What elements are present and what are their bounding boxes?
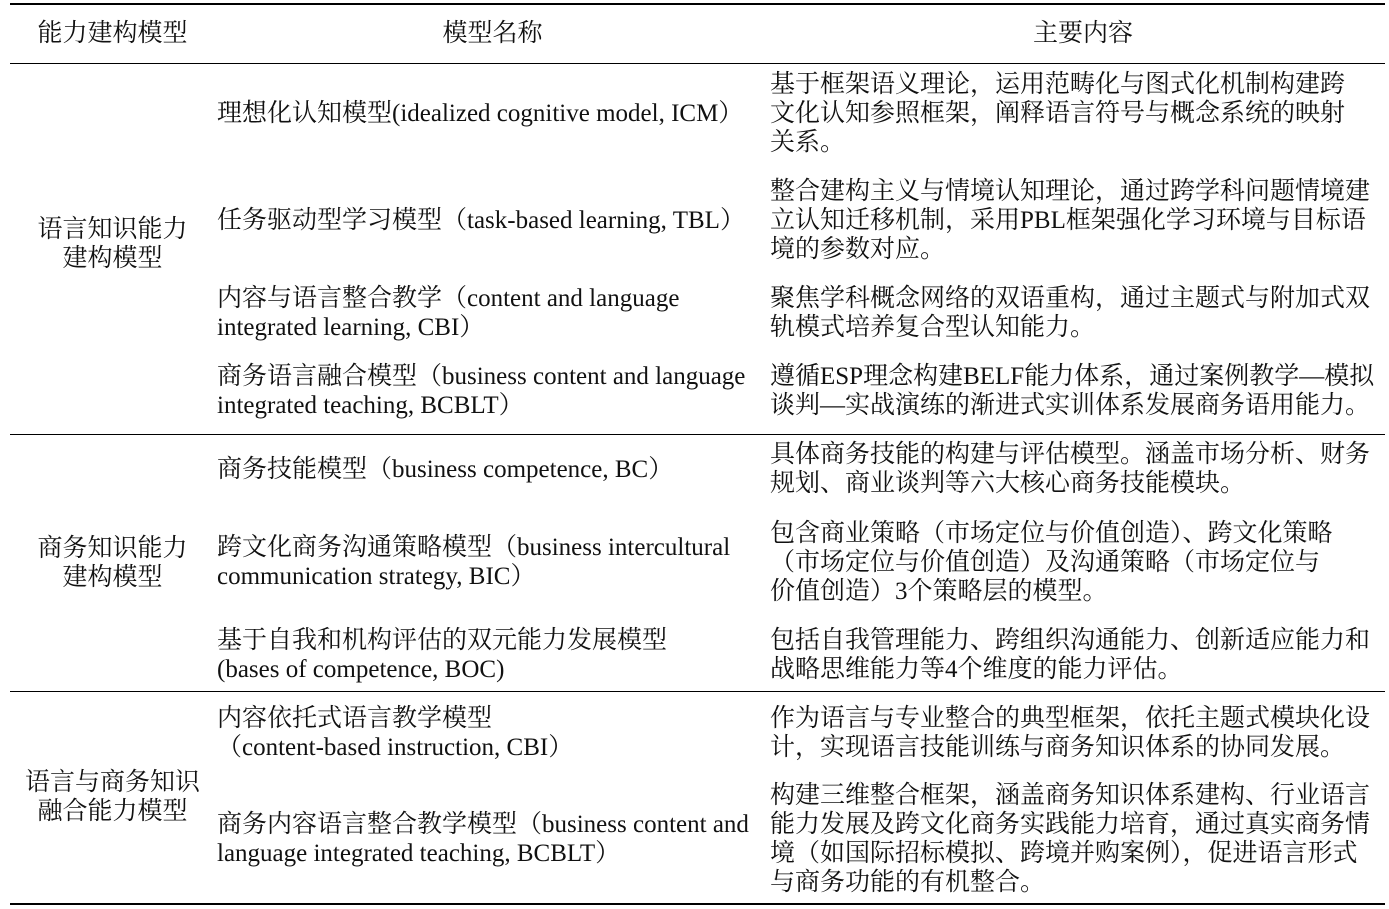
content-cell — [770, 163, 1385, 277]
model-name-line: integrated learning, CBI） — [217, 313, 485, 341]
content-line: 整合建构主义与情境认知理论，通过跨学科问题情境建 — [770, 177, 1371, 205]
content-line: 具体商务技能的构建与评估模型。涵盖市场分析、财务 — [770, 441, 1371, 469]
model-name-line: 跨文化商务沟通策略模型（business intercultural — [217, 534, 731, 561]
model-name-line: 基于自我和机构评估的双元能力发展模型 — [217, 627, 668, 655]
table-row — [10, 504, 1385, 620]
content-cell — [770, 348, 1385, 434]
model-name-cell — [215, 504, 770, 620]
model-name-line: language integrated teaching, BCBLT） — [217, 839, 621, 867]
content-line: 战略思维能力等4个维度的能力评估。 — [770, 656, 1183, 684]
content-line: 立认知迁移机制，采用PBL框架强化学习环境与目标语 — [770, 206, 1366, 234]
group-label-line: 商务知识能力 — [37, 534, 188, 562]
content-line: 境的参数对应。 — [770, 235, 946, 263]
content-cell — [770, 774, 1385, 904]
model-name-line: communication strategy, BIC） — [217, 563, 536, 590]
content-line: 谈判—实战演练的渐进式实训体系发展商务语用能力。 — [770, 391, 1371, 419]
content-line: 基于框架语义理论，运用范畴化与图式化机制构建跨 — [770, 70, 1346, 98]
model-name-line: （content-based instruction, CBI） — [217, 733, 574, 761]
group-label-line: 语言与商务知识 — [24, 769, 200, 797]
model-name-cell — [215, 774, 770, 904]
content-line: 规划、商业谈判等六大核心商务技能模块。 — [770, 470, 1246, 498]
content-line: 轨模式培养复合型认知能力。 — [770, 313, 1096, 341]
model-name-line: 商务语言融合模型（business content and language — [217, 362, 746, 390]
table-row — [10, 691, 1385, 774]
model-name-line: 内容依托式语言教学模型 — [217, 704, 493, 732]
content-line: 能力发展及跨文化商务实践能力培育，通过真实商务情 — [770, 810, 1371, 838]
content-line: 构建三维整合框架，涵盖商务知识体系建构、行业语言 — [770, 781, 1371, 809]
model-name-line: 商务技能模型（business competence, BC） — [217, 455, 674, 483]
content-line: 价值创造）3个策略层的模型。 — [770, 577, 1108, 605]
table-row — [10, 620, 1385, 691]
table-row — [10, 277, 1385, 348]
content-line: 包含商业策略（市场定位与价值创造）、跨文化策略 — [770, 519, 1333, 547]
header-main-content: 主要内容 — [770, 4, 1385, 63]
model-name-line: 商务内容语言整合教学模型（business content and — [217, 810, 749, 838]
model-name-line: (bases of competence, BOC) — [217, 656, 505, 684]
content-cell — [770, 63, 1385, 163]
group-label-cell — [10, 691, 215, 904]
model-name-cell — [215, 691, 770, 774]
table-row — [10, 434, 1385, 504]
model-name-line: 任务驱动型学习模型（task-based learning, TBL） — [217, 206, 745, 234]
group-label-cell — [10, 434, 215, 691]
model-name-cell — [215, 620, 770, 691]
content-cell — [770, 620, 1385, 691]
header-model-name: 模型名称 — [215, 4, 770, 63]
content-line: （市场定位与价值创造）及沟通策略（市场定位与 — [770, 548, 1321, 576]
content-cell — [770, 691, 1385, 774]
content-line: 作为语言与专业整合的典型框架，依托主题式模块化设 — [770, 704, 1371, 732]
header-category: 能力建构模型 — [10, 4, 215, 63]
model-name-line: 理想化认知模型(idealized cognitive model, ICM） — [217, 99, 744, 127]
content-cell — [770, 277, 1385, 348]
content-cell — [770, 434, 1385, 504]
content-line: 包括自我管理能力、跨组织沟通能力、创新适应能力和 — [770, 627, 1371, 655]
content-line: 境（如国际招标模拟、跨境并购案例），促进语言形式 — [770, 839, 1358, 867]
model-name-cell — [215, 63, 770, 163]
content-line: 关系。 — [770, 128, 846, 156]
model-name-cell — [215, 277, 770, 348]
content-line: 文化认知参照框架，阐释语言符号与概念系统的映射 — [770, 99, 1346, 127]
model-table — [10, 3, 1385, 905]
model-name-cell — [215, 163, 770, 277]
content-line: 聚焦学科概念网络的双语重构，通过主题式与附加式双 — [770, 284, 1371, 312]
content-line: 计，实现语言技能训练与商务知识体系的协同发展。 — [770, 733, 1346, 761]
group-label-line: 建构模型 — [62, 563, 163, 591]
group-label-line: 融合能力模型 — [37, 798, 188, 826]
table-row — [10, 774, 1385, 904]
model-name-line: integrated teaching, BCBLT） — [217, 391, 524, 419]
table-row — [10, 348, 1385, 434]
model-name-cell — [215, 348, 770, 434]
header-row — [10, 4, 1385, 63]
table-row — [10, 63, 1385, 163]
model-name-line: 内容与语言整合教学（content and language — [217, 284, 680, 312]
group-label-line: 语言知识能力 — [37, 216, 188, 243]
content-line: 与商务功能的有机整合。 — [770, 868, 1046, 896]
model-name-cell — [215, 434, 770, 504]
content-cell — [770, 504, 1385, 620]
group-label-cell — [10, 63, 215, 434]
content-line: 遵循ESP理念构建BELF能力体系，通过案例教学—模拟 — [770, 362, 1375, 390]
group-label-line: 建构模型 — [62, 245, 163, 272]
table-row — [10, 163, 1385, 277]
